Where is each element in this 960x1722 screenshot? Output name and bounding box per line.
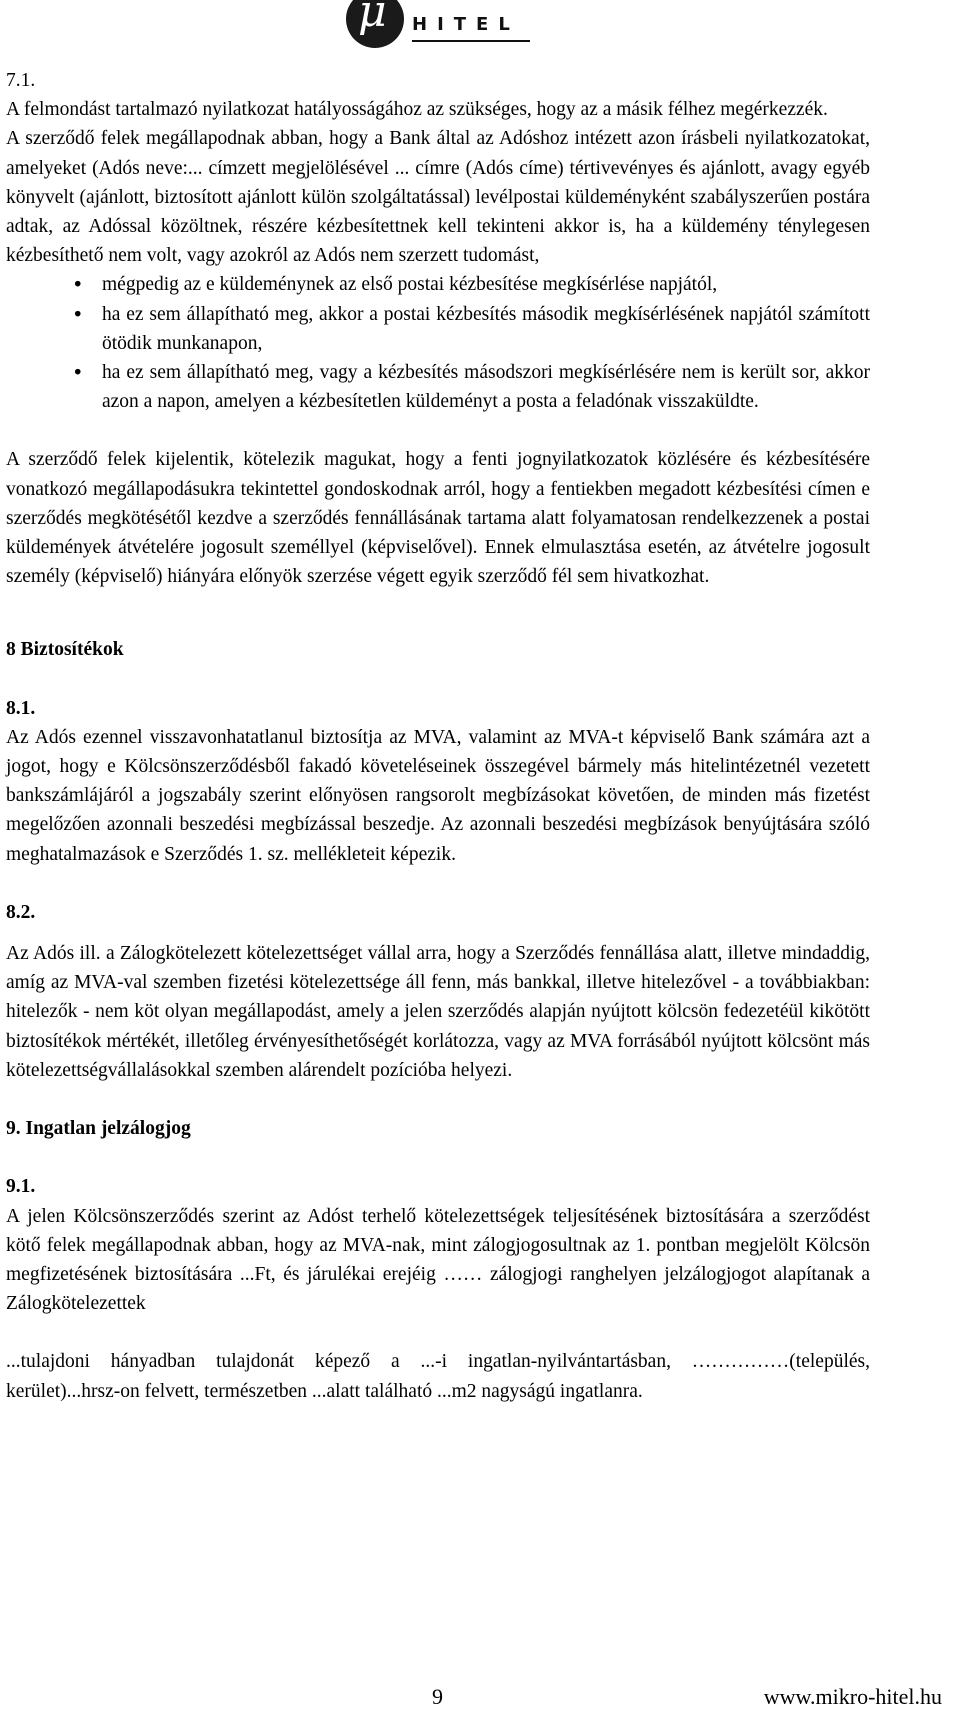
section-number-8-1: 8.1. (6, 697, 36, 719)
section-number-9-1: 9.1. (6, 1176, 36, 1198)
section-number-7-1: 7.1. (6, 70, 36, 91)
footer-url: www.mikro-hitel.hu (763, 1684, 942, 1709)
logo-text: HITEL (412, 14, 520, 35)
heading-9: 9. Ingatlan jelzálogjog (6, 1118, 191, 1140)
document-body (6, 66, 870, 1406)
paragraph-7-1-c: A szerződő felek kijelentik, kötelezik magukat, hogy a fenti jognyilatkozatok közlésére és kézbesítésére vonatkozó megállapodásukra tekintettel gondoskodnak arról, hogy a fentiekben megadott kézbesítési címen e szerződés megkötésétől kezdve a szerződés fennállásának tartama alatt folyamatosan rendelkezzenek a postai küldemények átvételére jogosult személlyel (képviselővel). Ennek elmulasztása esetén, az átvételre jogosult személy (képviselő) hiányára előnyök szerzése végett egyik szerződő fél sem hivatkozhat. (6, 449, 870, 588)
heading-8: 8 Biztosítékok (6, 639, 124, 661)
page-footer (0, 1684, 960, 1718)
delivery-bullet-list (6, 270, 870, 416)
logo-mu: μ (358, 0, 387, 37)
paragraph-9-1: A jelen Kölcsönszerződés szerint az Adóst terhelő kötelezettségek teljesítésének biztosítására a szerződést kötő felek megállapodnak abban, hogy az MVA-nak, mint zálogjogosultnak az 1. pontban megjelölt Kölcsön megfizetésének biztosítására ...Ft, és járulékai erejéig …… zálogjogi ranghelyen jelzálogjogot alapítanak a Zálogkötelezettek (6, 1205, 870, 1315)
paragraph-8-1: Az Adós ezennel visszavonhatatlanul biztosítja az MVA, valamint az MVA-t képviselő Bank számára azt a jogot, hogy e Kölcsönszerződésből fakadó követeléseinek összegével bármely más hitelintézetnél vezetett bankszámlájáról a jogszabály szerint előnyösen rangsorolt megbízásokat követően, de minden más fizetést megelőzően azonnali beszedési megbízással beszedje. Az azonnali beszedési megbízások benyújtására szóló meghatalmazások e Szerződés 1. sz. mellékleteit képezik. (6, 726, 870, 865)
paragraph-7-1-b: A szerződő felek megállapodnak abban, hogy a Bank által az Adóshoz intézett azon írásbeli nyilatkozatokat, amelyeket (Adós neve:... címzett megjelölésével ... címre (Adós címe) tértivevényes és ajánlott, avagy egyéb könyvelt (ajánlott, biztosított ajánlott külön szolgáltatással) levélpostai küldeményként szabályszerűen postára adtak, az Adóssal közöltnek, részére kézbesítettnek kell tekinteni akkor is, ha a küldemény ténylegesen kézbesíthető nem volt, vagy azokról az Adós nem szerzett tudomást, (6, 128, 870, 267)
logo-underline (412, 40, 530, 42)
list-item: • ha ez sem állapítható meg, akkor a postai kézbesítés második megkísérlésének napjától számított ötödik munkanapon, (102, 300, 870, 358)
list-item: • ha ez sem állapítható meg, vagy a kézbesítés másodszori megkísérlésére nem is került sor, akkor azon a napon, amelyen a kézbesítetlen küldeményt a posta a feladónak visszaküldte. (102, 358, 870, 416)
section-number-8-2: 8.2. (6, 901, 36, 923)
paragraph-7-1-a: A felmondást tartalmazó nyilatkozat hatályosságához az szükséges, hogy az a másik félhez megérkezzék. (6, 99, 828, 121)
header-logo (346, 0, 536, 50)
list-item: • mégpedig az e küldeménynek az első postai kézbesítése megkísérlése napjától, (102, 270, 870, 299)
paragraph-9-1-property: ...tulajdoni hányadban tulajdonát képező a ...-i ingatlan-nyilvántartásban, ……………(település, kerület)...hrsz-on felvett, természetben ...alatt található ...m2 nagyságú ingatlanra. (6, 1351, 870, 1402)
page-number: 9 (432, 1684, 443, 1709)
paragraph-8-2: Az Adós ill. a Zálogkötelezett kötelezettséget vállal arra, hogy a Szerződés fennállása alatt, illetve mindaddig, amíg az MVA-val szemben fizetési kötelezettsége áll fenn, más bankkal, illetve hitelezővel - a továbbiakban: hitelezők - nem köt olyan megállapodást, amely a jelen szerződés alapján nyújtott kölcsön fedezetéül kikötött biztosítékok mértékét, illetőleg érvényesíthetőségét korlátozza, vagy az MVA forrásából nyújtott kölcsönt más kötelezettségvállalásokkal szemben alárendelt pozícióba helyezi. (6, 943, 870, 1081)
logo-mark-icon (346, 0, 404, 48)
